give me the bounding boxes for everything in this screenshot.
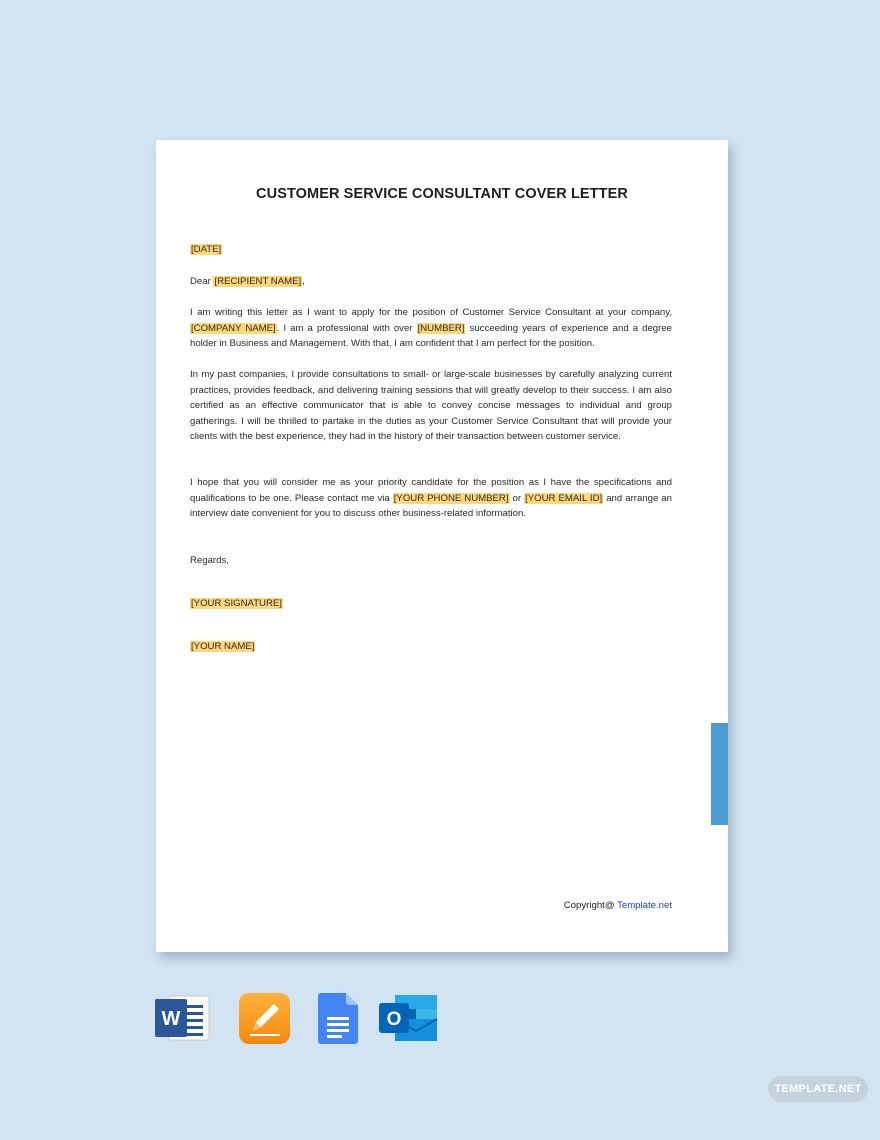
document-title: CUSTOMER SERVICE CONSULTANT COVER LETTER <box>256 186 628 202</box>
date-placeholder: [DATE] <box>191 244 222 255</box>
pages-icon[interactable] <box>239 993 290 1049</box>
recipient-placeholder: [RECIPIENT NAME] <box>214 276 302 287</box>
google-docs-icon[interactable] <box>318 993 358 1049</box>
side-accent-tab <box>711 723 728 825</box>
paragraph-3: I hope that you will consider me as your priority candidate for the position as I have the specifications and qualifications to be one. Please contact me via [YOUR PHONE NUMBER] or [YOUR EMAIL ID] and arrange an interview date convenient for you to discuss other business-related information. <box>190 477 672 519</box>
greeting-line: Dear [RECIPIENT NAME], <box>190 276 305 287</box>
copyright-link[interactable]: Template.net <box>617 900 672 911</box>
signature-line <box>190 596 672 612</box>
email-placeholder: [YOUR EMAIL ID] <box>525 492 603 504</box>
signature-placeholder: [YOUR SIGNATURE] <box>191 598 282 609</box>
name-line <box>190 639 672 655</box>
phone-placeholder: [YOUR PHONE NUMBER] <box>393 492 509 504</box>
paragraph-2: In my past companies, I provide consultations to small- or large-scale businesses by carefully analyzing current practices, provides feedback, and delivering training sessions that will greatly develop to their success. I am also certified as an effective communicator that is able to convey concise messages to individual and group gatherings. I will be thrilled to partake in the duties as your Customer Service Consultant that will provide your clients with the best experience, they had in the history of their transaction between customer service. <box>190 369 672 442</box>
document-page <box>156 140 728 952</box>
paragraph-1: I am writing this letter as I want to apply for the position of Customer Service Consultant at your company, [COMPANY NAME]. I am a professional with over [NUMBER] succeeding years of experience and a degree holder in Business and Management. With that, I am confident that I am perfect for the position. <box>190 307 672 349</box>
word-letter: W <box>161 1008 181 1030</box>
date-line <box>190 242 672 258</box>
company-placeholder: [COMPANY NAME] <box>191 322 276 334</box>
name-placeholder: [YOUR NAME] <box>191 641 255 652</box>
closing: Regards, <box>190 555 229 566</box>
word-icon[interactable] <box>155 993 211 1048</box>
copyright-notice: Copyright@ Template.net <box>563 900 672 911</box>
number-placeholder: [NUMBER] <box>417 322 465 334</box>
template-net-badge[interactable]: TEMPLATE.NET <box>768 1076 868 1102</box>
outlook-letter: O <box>386 1009 402 1030</box>
outlook-icon[interactable] <box>379 993 439 1048</box>
